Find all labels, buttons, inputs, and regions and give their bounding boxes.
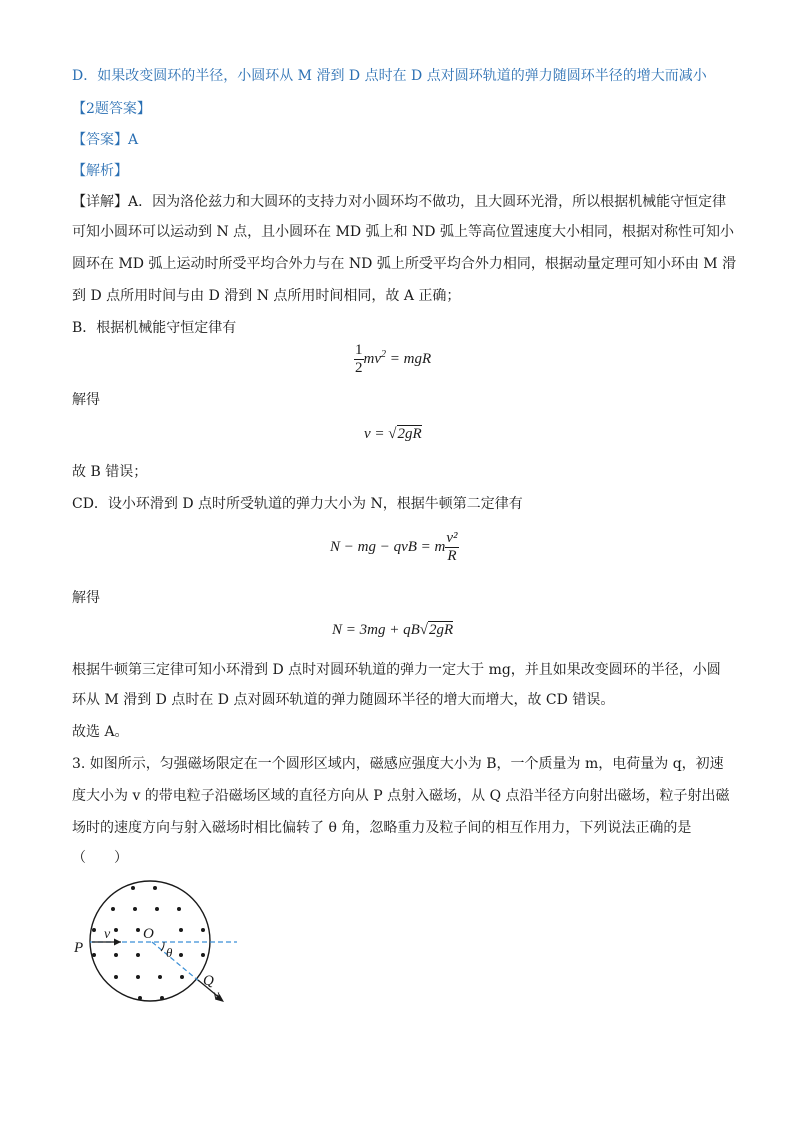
conclusion-line-1: 根据牛顿第三定律可知小环滑到 D 点时对圆环轨道的弹力一定大于 mg，并且如果改变圆环的半径，小圆 xyxy=(72,662,721,678)
label-v-in: v xyxy=(104,927,111,942)
detail-line-3: 圆环在 MD 弧上运动时所受平均合外力与在 ND 弧上所受平均合外力相同，根据动量定理可知小环由 M 滑 xyxy=(72,256,737,272)
detail-line-1: 【详解】A．因为洛伦兹力和大圆环的支持力对小圆环均不做功，且大圆环光滑，所以根据机械能守恒定律 xyxy=(72,194,727,210)
answer-line xyxy=(72,130,138,150)
b-wrong: 故 B 错误； xyxy=(72,464,148,480)
solve-label-2: 解得 xyxy=(72,590,100,606)
equation-newton: N − mg − qvB = m $\frac{\text{v²}}{R}$ xyxy=(330,530,458,564)
analysis-tag: 【解析】 xyxy=(72,163,128,179)
q3-line-1: 3. 如图所示，匀强磁场限定在一个圆形区域内，磁感应强度大小为 B，一个质量为 m，电荷量为 q，初速 xyxy=(72,756,724,772)
magnetic-field-figure xyxy=(70,860,260,1020)
theta-angle-arc xyxy=(161,942,164,951)
detail-line-4: 到 D 点所用时间与由 D 滑到 N 点所用时间相同，故 A 正确； xyxy=(72,288,461,304)
solve-label-1: 解得 xyxy=(72,392,100,408)
equation-velocity: v = √2gR xyxy=(364,426,422,442)
q3-line-2: 度大小为 v 的带电粒子沿磁场区域的直径方向从 P 点射入磁场，从 Q 点沿半径方向射出磁场，粒子射出磁 xyxy=(72,788,730,804)
detail-line-2: 可知小圆环可以运动到 N 点，且小圆环在 MD 弧上和 ND 弧上等高位置速度大小相同，根据对称性可知小 xyxy=(72,224,734,240)
label-v-out: v xyxy=(213,988,220,1003)
b-analysis: B．根据机械能守恒定律有 xyxy=(72,320,237,336)
conclusion-line-2: 环从 M 滑到 D 点时在 D 点对圆环轨道的弹力随圆环半径的增大而增大，故 CD 错误。 xyxy=(72,692,615,708)
q3-line-4: （ ） xyxy=(72,850,128,866)
field-dots xyxy=(92,886,205,1000)
incoming-arrowhead xyxy=(114,939,121,946)
answer-text: 【答案】A xyxy=(72,132,139,148)
equation-energy: $\frac{1}{2}$ $mv^2$ = mgR xyxy=(355,342,432,376)
equation-normal-force: N = 3mg + qB√2gR xyxy=(332,622,454,638)
choose-answer: 故选 A。 xyxy=(72,724,129,740)
label-p: P xyxy=(74,940,84,956)
label-theta: θ xyxy=(166,945,173,960)
cd-analysis: CD．设小环滑到 D 点时所受轨道的弹力大小为 N，根据牛顿第二定律有 xyxy=(72,496,523,512)
option-d: D．如果改变圆环的半径，小圆环从 M 滑到 D 点时在 D 点对圆环轨道的弹力随圆环半径的增大而减小 xyxy=(72,68,707,84)
q3-line-3: 场时的速度方向与射入磁场时相比偏转了 θ 角，忽略重力及粒子间的相互作用力，下列说法正确的是 xyxy=(72,820,692,836)
label-q: Q xyxy=(203,973,214,989)
label-o: O xyxy=(143,926,154,942)
q2-answer-tag: 【2题答案】 xyxy=(72,101,151,117)
